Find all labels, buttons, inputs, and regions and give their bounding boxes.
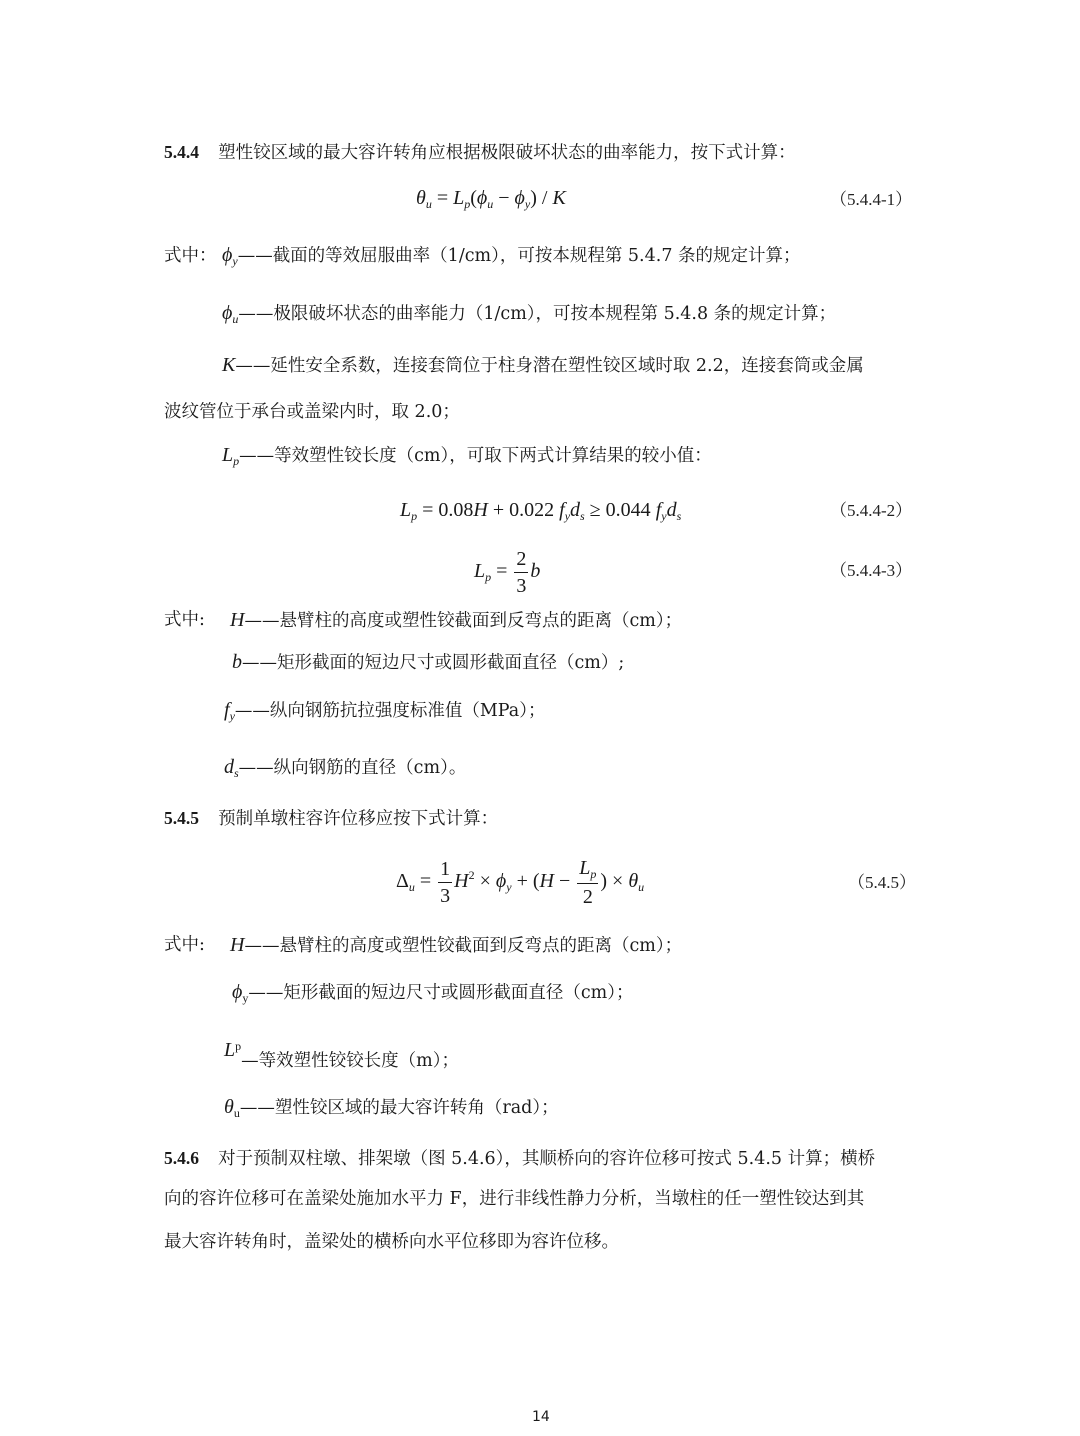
h-definition	[230, 935, 682, 956]
phi-u-definition: $\phi_u——$极限破坏状态的曲率能力（1/cm），可按本规程第 5.4.8 条的规定计算；	[222, 302, 837, 326]
where-prefix: 式中:	[164, 935, 205, 955]
symbol: H	[230, 934, 245, 956]
section-number: 5.4.6	[164, 1148, 199, 1168]
lp-definition: $L^p—$等效塑性铰铰长度（m）；	[224, 1039, 459, 1071]
definition-text: ——等效塑性铰长度（cm），可取下两式计算结果的较小值：	[239, 446, 712, 466]
lp-definition: $L_p——$等效塑性铰长度（cm），可取下两式计算结果的较小值：	[222, 444, 712, 468]
section-number: 5.4.5	[164, 808, 199, 828]
definition-text: ——纵向钢筋抗拉强度标准值（MPa）；	[234, 701, 546, 721]
section-heading-text: 预制单墩柱容许位移应按下式计算：	[218, 809, 499, 829]
definition-text: —等效塑性铰铰长度（m）；	[241, 1051, 459, 1071]
b-definition	[232, 652, 624, 673]
section-5-4-4-heading	[164, 143, 796, 163]
section-5-4-6-line-2: 向的容许位移可在盖梁处施加水平力 F，进行非线性静力分析，当墩柱的任一塑性铰达到其	[164, 1189, 865, 1209]
equation-5-4-5: $\Delta_u$ = $\frac{1}{3}$ $H^2 \times \phi_y + (H$ − $\frac{L_p}{2}$ ) × $\theta_u$	[396, 857, 645, 909]
definition-text: ——矩形截面的短边尺寸或圆形截面直径（cm）;	[242, 653, 625, 673]
fy-definition: $f_y——$纵向钢筋抗拉强度标准值（MPa）；	[224, 699, 546, 723]
equation-number: （5.4.4-2）	[830, 501, 913, 520]
ds-definition: $d_s——$纵向钢筋的直径（cm）。	[224, 756, 467, 780]
definition-text: ——延性安全系数，连接套筒位于柱身潜在塑性铰区域时取 2.2，连接套筒或金属	[235, 356, 864, 376]
definition-text: ——塑性铰区域的最大容许转角（rad）；	[239, 1098, 559, 1118]
section-5-4-6-line-1	[164, 1149, 875, 1169]
phi-y-definition: $\phi_y——$矩形截面的短边尺寸或圆形截面直径（cm）；	[232, 981, 634, 1005]
symbol: b	[232, 651, 242, 673]
page-number: 14	[532, 1409, 550, 1425]
where-prefix: 式中:	[164, 610, 205, 630]
equation-number: （5.4.5）	[848, 873, 916, 892]
phi-y-definition: $\phi_y——$截面的等效屈服曲率（1/cm），可按本规程第 5.4.7 条的规定计算；	[222, 244, 801, 268]
definition-text: ——悬臂柱的高度或塑性铰截面到反弯点的距离（cm）；	[244, 611, 683, 631]
equation-5-4-4-1: $\theta_u = L_p(\phi_u - \phi_y) / K$	[416, 187, 566, 211]
h-definition	[230, 610, 682, 631]
equation-5-4-4-2: $L_p = 0.08H + 0.022$ $f_yd_s \ge 0.044$ $f_yd_s$	[400, 499, 682, 523]
definition-text: ——纵向钢筋的直径（cm）。	[238, 758, 467, 778]
symbol: H	[230, 609, 245, 631]
definition-text: ——矩形截面的短边尺寸或圆形截面直径（cm）；	[248, 983, 634, 1003]
equation-number: （5.4.4-3）	[830, 561, 913, 580]
definition-text: ——极限破坏状态的曲率能力（1/cm），可按本规程第 5.4.8 条的规定计算；	[238, 304, 837, 324]
section-heading-text: 塑性铰区域的最大容许转角应根据极限破坏状态的曲率能力，按下式计算：	[218, 143, 796, 163]
k-definition	[222, 355, 864, 376]
theta-u-definition: $\theta_u——$塑性铰区域的最大容许转角（rad）；	[224, 1096, 559, 1120]
paragraph-text: 对于预制双柱墩、排架墩（图 5.4.6），其顺桥向的容许位移可按式 5.4.5 计算；横桥	[218, 1149, 876, 1169]
symbol: K	[222, 354, 236, 376]
k-definition-continued: 波纹管位于承台或盖梁内时，取 2.0；	[164, 402, 460, 422]
section-number: 5.4.4	[164, 142, 199, 162]
where-prefix: 式中：	[164, 246, 217, 266]
section-5-4-6-line-3: 最大容许转角时，盖梁处的横桥向水平位移即为容许位移。	[164, 1232, 619, 1252]
definition-text: ——截面的等效屈服曲率（1/cm），可按本规程第 5.4.7 条的规定计算；	[237, 246, 801, 266]
equation-number: （5.4.4-1）	[830, 190, 913, 209]
definition-text: ——悬臂柱的高度或塑性铰截面到反弯点的距离（cm）；	[244, 936, 683, 956]
section-5-4-5-heading	[164, 809, 498, 829]
equation-5-4-4-3: $L_p$ = $\frac{2}{3}$ b	[474, 548, 541, 597]
